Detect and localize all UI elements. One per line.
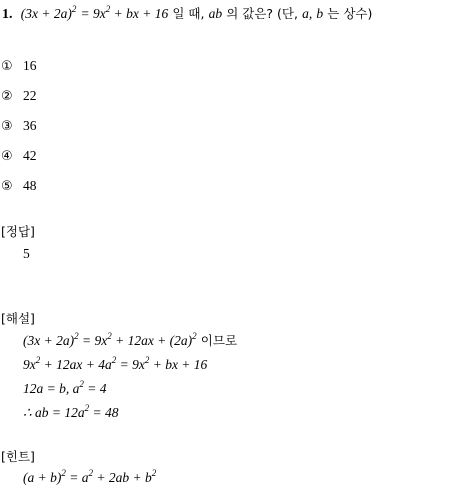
choice-marker: ①	[1, 59, 13, 74]
question-text-mid: 일 때,	[172, 6, 205, 21]
question-var-b: b	[316, 6, 324, 21]
question-eq-rhs: = $9x^2$ + bx + 16	[80, 3, 169, 21]
choice-marker: ③	[1, 119, 13, 134]
question-var-ab: ab	[208, 6, 223, 21]
explanation-line-2: $9x^2 + 12ax + 4a^2 = 9x^2$ + bx + 16	[23, 354, 208, 372]
answer-label: [정답]	[1, 224, 35, 239]
question-number: 1.	[2, 7, 13, 22]
choice-4[interactable]	[1, 148, 37, 165]
choice-marker: ⑤	[1, 179, 13, 194]
choice-value: 42	[23, 148, 37, 163]
question-line	[2, 3, 373, 23]
choice-value: 48	[23, 178, 37, 193]
choice-2[interactable]	[1, 88, 37, 105]
choice-3[interactable]	[1, 118, 37, 135]
hint-formula: $(a + b)^2 = a^2 + 2ab + b^2$	[23, 467, 157, 485]
choice-marker: ②	[1, 89, 13, 104]
explanation-line-3: 12a = b, $a^2 = 4$	[23, 378, 107, 396]
choice-5[interactable]	[1, 178, 37, 195]
hint-label: [힌트]	[1, 449, 35, 464]
answer-value: 5	[23, 246, 30, 261]
choice-marker: ④	[1, 149, 13, 164]
choice-1[interactable]	[1, 58, 37, 75]
explanation-line-4: ∴ ab = $12a^2 = 48$	[23, 402, 119, 420]
question-eq-lhs: $(3x + 2a)^2$	[20, 3, 77, 21]
question-text-tail: 의 값은? (단,	[226, 6, 298, 21]
explanation-label: [해설]	[1, 311, 35, 326]
choice-value: 16	[23, 58, 37, 73]
question-text-end: 는 상수)	[327, 6, 373, 21]
explanation-line-1: $(3x + 2a)^2 = 9x^2 + 12ax + (2a)^2$ 이므로	[23, 330, 238, 348]
choice-value: 36	[23, 118, 37, 133]
choice-value: 22	[23, 88, 37, 103]
question-var-a: a,	[302, 6, 313, 21]
